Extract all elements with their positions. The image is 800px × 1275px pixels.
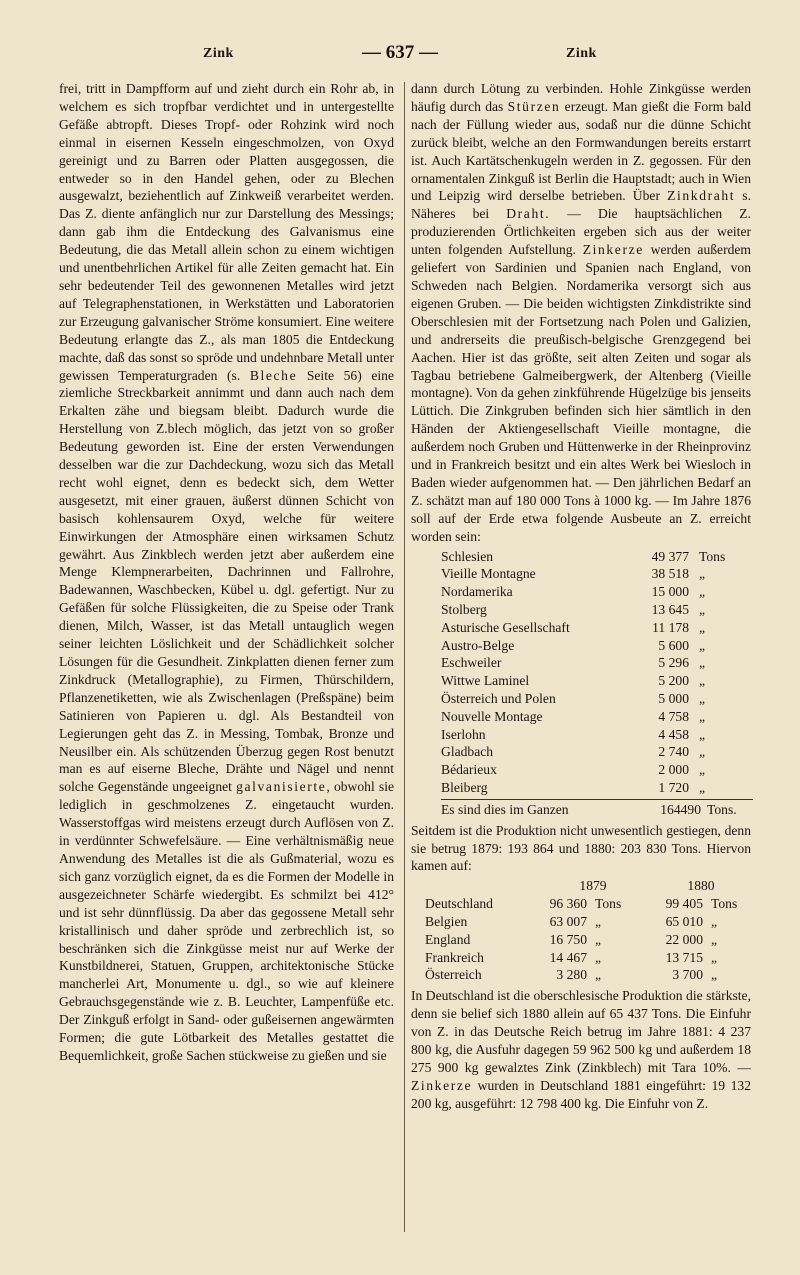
production-country: Bédarieux (441, 762, 497, 778)
unit-1879: „ (595, 967, 602, 983)
unit-1880: Tons (711, 896, 738, 912)
production-value: 5 000 (658, 690, 689, 706)
production-row (441, 654, 739, 672)
production-value: 2 740 (658, 744, 689, 760)
term-zinkerze-2: Zinkerze (411, 1077, 473, 1093)
production-row (441, 708, 739, 726)
cross-reference-draht: Draht. (506, 206, 551, 222)
value-1879: 14 467 (549, 949, 587, 965)
comparison-country: Österreich (425, 967, 482, 983)
text-run: werden außerdem geliefert von Sardinien und Spanien nach England, von Schweden nach Belgien. Nordamerika versorgt sich aus eigenen Gruben. — Die beiden wichtigsten Zinkdistrikte sind Oberschlesien mit der Fortsetzung nach Polen und Galizien, und andrerseits die preußisch-belgische Grenzgegend bei Aachen. Hier ist das größte, seit alten Zeiten und sogar als Tagbau betriebene Galmeibergwerk, der Altenberg (Vieille montagne). Von da gehen zinkführende Hügelzüge bis jenseits Lüttich. Die Zinkgruben befinden sich hier sämtlich in den Händen der Aktiengesellschaft Vieille montagne, die außerdem noch Gruben und Hüttenwerke in der Rheinprovinz und in Frankreich besitzt und ein altes Werk bei Wiesloch in Baden wieder aufgenommen hat. — Den jährlichen Bedarf an Z. schätzt man auf 180 000 Tons à 1000 kg. — Im Jahre 1876 soll auf der Erde etwa folgende Ausbeute an Z. erreicht worden sein: (411, 242, 751, 544)
production-unit: „ (699, 637, 706, 653)
unit-1879: „ (595, 913, 602, 929)
production-1876-table (441, 548, 739, 797)
cross-reference-zinkdraht: Zinkdraht (667, 188, 736, 204)
term-galvanisierte: galvanisierte (236, 779, 327, 795)
production-unit: „ (699, 673, 706, 689)
year-1880-header: 1880 (687, 878, 715, 894)
comparison-row (425, 895, 751, 913)
production-row (441, 619, 739, 637)
production-value: 4 458 (658, 726, 689, 742)
right-paragraph-1 (411, 80, 751, 546)
total-value: 164490 (660, 801, 701, 817)
text-run: frei, tritt in Dampfform auf und zieht durch ein Rohr ab, in welchem es sich tropfbar verdichtet und in untergestellte Gefäße abtropft. Dieses Tropf- oder Rohzink wird noch einmal in eisernen Kesseln eingeschmolzen, von Oxyd gereinigt und zu Barren oder Platten ausgegossen, die entweder so in den Handel gehen, oder zu Blechen ausgewalzt, beziehentlich auf Zinkweiß verarbeitet werden. Das Z. diente anfänglich nur zur Darstellung des Messings; dann gab ihm die Entdeckung des Galvanismus eine Bedeutung, die das Metall allein schon zu einem wichtigen und unentbehrlichen Artikel für alle Zeiten gemacht hat. Ein sehr bedeutender Teil des gewonnenen Metalles wird jetzt auf Telegraphenstationen, in Werkstätten und Laboratorien zur Erzeugung galvanischer Ströme konsumiert. Eine weitere Bedeutung erlangte das Z., als man 1805 die Entdeckung machte, daß das sonst so spröde und undehnbare Metall unter gewissen Temperaturgraden (s. (59, 81, 394, 383)
comparison-row (425, 931, 751, 949)
page-header (0, 42, 800, 66)
text-run: — Die hauptsächlichen Z. produzierenden Örtlichkeiten ergeben sich aus der weiter unten folgenden Aufstellung. (411, 206, 751, 258)
total-unit: Tons. (707, 801, 737, 817)
production-row (441, 726, 739, 744)
production-value: 15 000 (651, 584, 689, 600)
text-run: In Deutschland ist die oberschlesische Produktion die stärkste, denn sie belief sich 1880 allein auf 65 437 Tons. Die Einfuhr von Z. in das Deutsche Reich betrug im Jahre 1881: 4 237 800 kg, die Ausfuhr dagegen 59 962 500 kg und außerdem 18 275 900 kg gewalztes Zink (Zinkblech) mit Tara 10%. — (411, 988, 751, 1075)
text-run: dann durch Lötung zu verbinden. Hohle Zinkgüsse werden häufig durch das (411, 81, 751, 114)
production-value: 5 600 (658, 637, 689, 653)
text-run: s. Näheres bei (411, 188, 751, 222)
production-row (441, 690, 739, 708)
production-unit: „ (699, 744, 706, 760)
term-stuerzen: Stürzen (507, 98, 561, 114)
term-zinkerze: Zinkerze (582, 242, 644, 258)
right-paragraph-2: Seitdem ist die Produktion nicht unwesentlich gestiegen, denn sie betrug 1879: 193 864 und 1880: 203 830 Tons. Hiervon kamen auf: (411, 822, 751, 874)
value-1879: 63 007 (549, 913, 587, 929)
production-unit: „ (699, 779, 706, 795)
value-1880: 3 700 (672, 967, 703, 983)
production-total (441, 799, 753, 819)
production-unit: „ (699, 726, 706, 742)
column-divider (404, 82, 405, 1232)
total-label: Es sind dies im Ganzen (441, 801, 569, 817)
right-paragraph-3 (411, 987, 751, 1112)
production-value: 4 758 (658, 708, 689, 724)
production-unit: „ (699, 584, 706, 600)
comparison-row (425, 913, 751, 931)
production-row (441, 761, 739, 779)
production-country: Wittwe Laminel (441, 673, 530, 689)
value-1880: 13 715 (665, 949, 703, 965)
comparison-row (425, 949, 751, 967)
production-unit: „ (699, 566, 706, 582)
production-unit: „ (699, 619, 706, 635)
unit-1879: „ (595, 931, 602, 947)
production-country: Stolberg (441, 601, 487, 617)
value-1880: 99 405 (665, 896, 703, 912)
unit-1880: „ (711, 931, 718, 947)
production-country: Nouvelle Montage (441, 708, 543, 724)
value-1879: 96 360 (549, 896, 587, 912)
production-row (441, 743, 739, 761)
header-left-keyword: Zink (203, 46, 234, 61)
page-number: — 637 — (362, 42, 438, 63)
production-unit: Tons (699, 548, 726, 564)
production-country: Österreich und Polen (441, 690, 556, 706)
comparison-country: Belgien (425, 913, 468, 929)
production-comparison-table (425, 877, 751, 984)
production-value: 38 518 (651, 566, 689, 582)
comparison-header-row (425, 877, 751, 895)
production-unit: „ (699, 762, 706, 778)
production-row (441, 779, 739, 797)
production-value: 49 377 (651, 548, 689, 564)
comparison-country: Deutschland (425, 896, 493, 912)
production-country: Schlesien (441, 548, 494, 564)
production-country: Asturische Gesellschaft (441, 619, 570, 635)
production-row (441, 565, 739, 583)
production-country: Bleiberg (441, 779, 488, 795)
left-paragraph (59, 80, 394, 1065)
comparison-country: England (425, 931, 471, 947)
value-1879: 16 750 (549, 931, 587, 947)
production-value: 13 645 (651, 601, 689, 617)
production-row (441, 601, 739, 619)
production-row (441, 672, 739, 690)
unit-1879: „ (595, 949, 602, 965)
cross-reference-bleche: Bleche (249, 367, 298, 383)
text-run: erzeugt. Man gießt die Form bald nach der Füllung wieder aus, sodaß nur die dünne Schicht zurück bleibt, welche an den Formwandungen bereits erstarrt ist. Auch Kartätschenkugeln werden in Z. gegossen. Für den ornamentalen Zinkguß ist Berlin die Hauptstadt; auch in Wien und Leipzig wird derselbe betrieben. Über (411, 98, 751, 204)
unit-1879: Tons (595, 896, 622, 912)
production-country: Iserlohn (441, 726, 486, 742)
value-1880: 65 010 (665, 913, 703, 929)
production-row (441, 637, 739, 655)
production-row (441, 548, 739, 566)
value-1880: 22 000 (665, 931, 703, 947)
comparison-country: Frankreich (425, 949, 484, 965)
production-unit: „ (699, 708, 706, 724)
production-value: 5 200 (658, 673, 689, 689)
text-run: , obwohl sie lediglich in geschmolzenes Z. eingetaucht wurden. Wasserstoffgas wird meistens erzeugt durch Auflösen von Z. in verdünnter Schwefelsäure. — Eine verhältnismäßig neue Anwendung des Metalles ist die als Gußmaterial, wozu es sich ganz vorzüglich eignet, da es die Formen der Modelle in ausgezeichneter Schärfe wiedergibt. Es schmilzt bei 412° und ist sehr dünnflüssig. Da aber das gegossene Metall sehr kristallinisch und daher spröde und zerbrechlich ist, so beschränken sich die Zinkgüsse meist nur auf Werke der Kunstbildnerei, Statuen, Gruppen, architektonische Stücke mancherlei Art, Monumente u. dgl., so wie auf kleinere Gebrauchsgegenstände wie z. B. Leuchter, Lampenfüße etc. Der Zinkguß erfolgt in Sand- oder gußeisernen angewärmten Formen; die gute Lötbarkeit des Metalles gestattet die Bequemlichkeit, große Sachen stückweise zu gießen und sie (59, 779, 395, 1063)
right-column (411, 80, 751, 1112)
left-column (59, 80, 394, 1065)
production-unit: „ (699, 690, 706, 706)
production-value: 11 178 (652, 619, 689, 635)
production-value: 5 296 (658, 655, 689, 671)
production-unit: „ (699, 601, 706, 617)
text-run: Seite 56) eine ziemliche Streckbarkeit annimmt und dann auch nach dem Erkalten zähe und biegsam bleibt. Dadurch wurde die Herstellung von Z.blech möglich, das jetzt von so großer Bedeutung geworden ist. Eine der ersten Verwendungen desselben war die zur Dachdeckung, wozu sich das Metall recht wohl eignet, denn es bedeckt sich, dem Wetter ausgesetzt, mit einer grauen, äußerst dünnen Schicht von basisch kohlensaurem Oxyd, welche für weitere Einwirkungen der Atmosphäre einen wirksamen Schutz gewährt. Aus Zinkblech werden jetzt aber außerdem eine Menge Klempnerarbeiten, Dachrinnen und Fallrohre, Badewannen, Waschbecken, Kübel u. dgl. gefertigt. Nur zu Gefäßen für solche Flüssigkeiten, die zu Speise oder Trank dienen, Milch, Wasser, ist das Metall untauglich wegen seiner leichten Löslichkeit und der Schädlichkeit solcher Lösungen für die Gesundheit. Zinkplatten dienen ferner zum Zinkdruck (Metallographie), zu Firmen, Thürschildern, Pflanzenetiketten, wie als Zwischenlagen (Preßspäne) beim Satinieren von Papieren u. dgl. Als Bestandteil von Legierungen geht das Z. in Messing, Tombak, Bronze und Neusilber ein. Als schützenden Überzug gegen Rost benutzt man es auf eiserne Bleche, Drähte und Nägel und nennt solche Gegenstände ungeeignet (59, 367, 394, 795)
unit-1880: „ (711, 913, 718, 929)
production-country: Nordamerika (441, 584, 513, 600)
text-run: wurden in Deutschland 1881 eingeführt: 19 132 200 kg, ausgeführt: 12 798 400 kg. Die Einfuhr von Z. (411, 1077, 751, 1111)
production-country: Austro-Belge (441, 637, 515, 653)
production-value: 1 720 (658, 779, 689, 795)
production-country: Vieille Montagne (441, 566, 536, 582)
year-1879-header: 1879 (579, 878, 607, 894)
production-value: 2 000 (658, 762, 689, 778)
header-right-keyword: Zink (566, 46, 597, 61)
comparison-row (425, 966, 751, 984)
value-1879: 3 280 (556, 967, 587, 983)
unit-1880: „ (711, 949, 718, 965)
production-country: Eschweiler (441, 655, 502, 671)
production-unit: „ (699, 655, 706, 671)
comparison-header-blank (425, 877, 535, 895)
production-country: Gladbach (441, 744, 494, 760)
unit-1880: „ (711, 967, 718, 983)
production-row (441, 583, 739, 601)
